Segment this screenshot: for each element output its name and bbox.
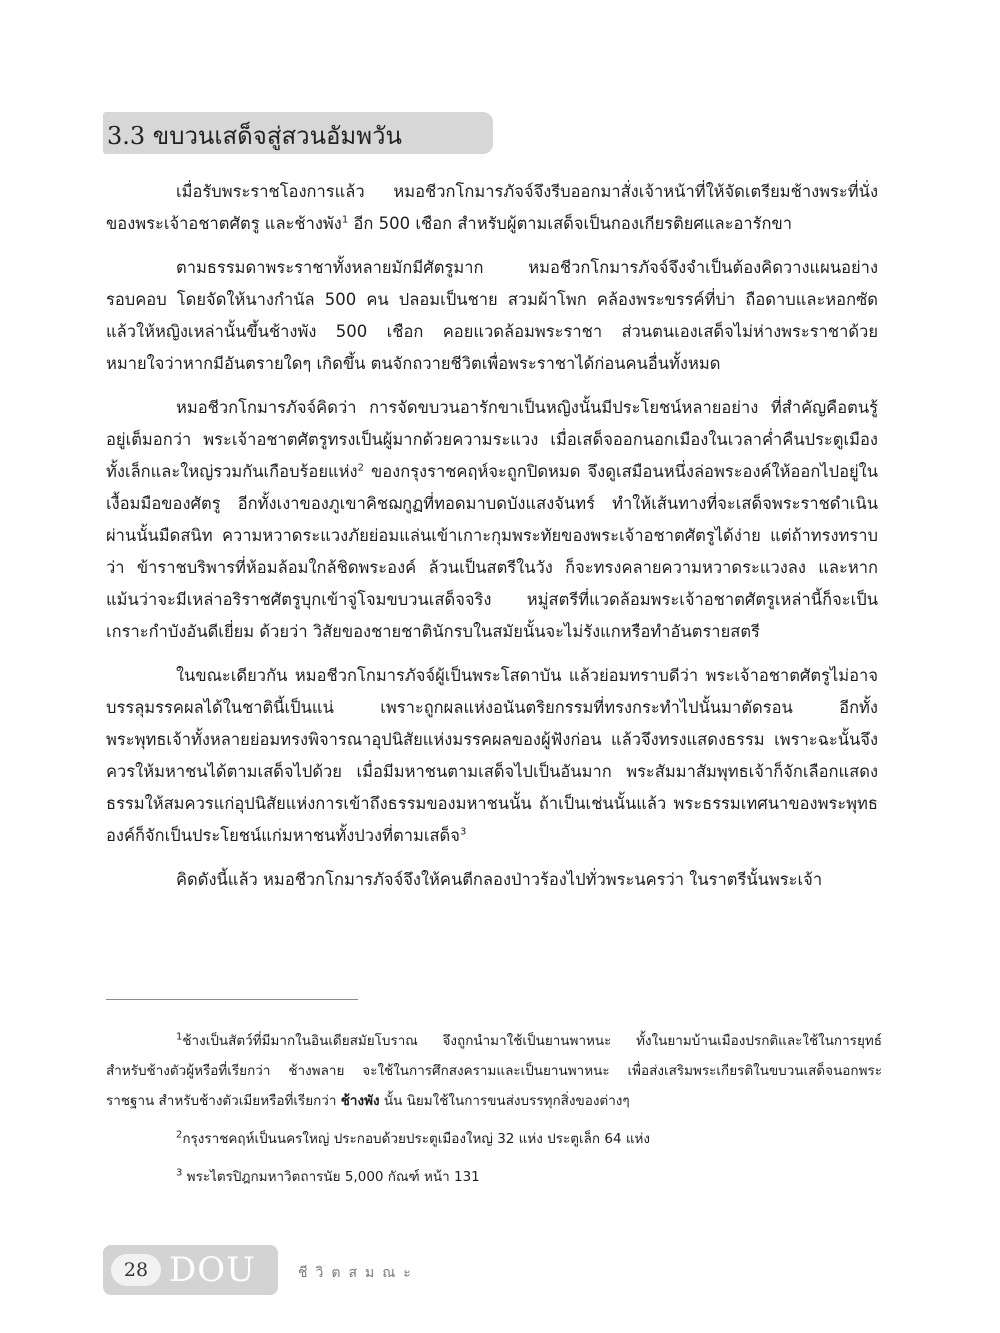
brand-logo: DOU	[169, 1250, 256, 1290]
footnote-3-text: พระไตรปิฎกมหาวิตถารนัย 5,000 กัณฑ์ หน้า 131	[182, 1169, 480, 1185]
body-text	[106, 176, 878, 908]
section-heading-text: 3.3 ขบวนเสด็จสู่สวนอัมพวัน	[107, 122, 402, 150]
footnote-ref-1: 1	[341, 214, 349, 226]
paragraph-2: ตามธรรมดาพระราชาทั้งหลายมักมีศัตรูมาก หมอชีวกโกมารภัจจ์จึงจำเป็นต้องคิดวางแผนอย่างรอบคอบ โดยจัดให้นางกำนัล 500 คน ปลอมเป็นชาย สวมผ้าโพก คล้องพระขรรค์ที่บ่า ถือดาบและหอกซัด แล้วให้หญิงเหล่านั้นขึ้นช้างพัง 500 เชือก คอยแวดล้อมพระราชา ส่วนตนเองเสด็จไม่ห่างพระราชาด้วยหมายใจว่าหากมีอันตรายใดๆ เกิดขึ้น ตนจักถวายชีวิตเพื่อพระราชาได้ก่อนคนอื่นทั้งหมด	[106, 258, 878, 373]
paragraph-4	[106, 660, 878, 852]
paragraph-1	[106, 176, 878, 240]
footnote-1-number: 1	[176, 1031, 183, 1043]
paragraph-5: คิดดังนี้แล้ว หมอชีวกโกมารภัจจ์จึงให้คนตีกลองป่าวร้องไปทั่วพระนครว่า ในราตรีนั้นพระเจ้า	[176, 870, 823, 889]
paragraph-3-text-a: หมอชีวกโกมารภัจจ์คิดว่า การจัดขบวนอารักขาเป็นหญิงนั้นมีประโยชน์หลายอย่าง ที่สำคัญคือตนรู้อยู่เต็มอกว่า พระเจ้าอชาตศัตรูทรงเป็นผู้มากด้วยความระแวง เมื่อเสด็จออกนอกเมืองในเวลาค่ำคืนประตูเมืองทั้งเล็กและใหญ่รวมกันเกือบร้อยแห่ง	[106, 398, 878, 481]
footnote-1-bold-term: ช้างพัง	[340, 1093, 380, 1109]
paragraph-3	[106, 392, 878, 648]
footnote-1-text-a: ช้างเป็นสัตว์ที่มีมากในอินเดียสมัยโบราณ จึงถูกนำมาใช้เป็นยานพาหนะ ทั้งในยามบ้านเมืองปรกติและใช้ในการยุทธ์ สำหรับช้างตัวผู้หรือที่เรียกว่า ช้างพลาย จะใช้ในการศึกสงครามและเป็นยานพาหนะ เพื่อส่งเสริมพระเกียรติในขบวนเสด็จนอกพระราชฐาน สำหรับช้างตัวเมียหรือที่เรียกว่า	[106, 1033, 882, 1109]
footer-badge	[103, 1245, 278, 1295]
section-heading	[103, 112, 493, 154]
paragraph-1-text-b: อีก 500 เชือก สำหรับผู้ตามเสด็จเป็นกองเกียรติยศและอารักขา	[348, 214, 793, 233]
footnote-3-number: 3	[176, 1167, 183, 1179]
paragraph-3-text-b: ของกรุงราชคฤห์จะถูกปิดหมด จึงดูเสมือนหนึ่งล่อพระองค์ให้ออกไปอยู่ในเงื้อมมือของศัตรู อีกทั้งเงาของภูเขาคิชฌกูฏที่ทอดมาบดบังแสงจันทร์ ทำให้เส้นทางที่จะเสด็จพระราชดำเนินผ่านนั้นมืดสนิท ความหวาดระแวงภัยย่อมแล่นเข้าเกาะกุมพระทัยของพระเจ้าอชาตศัตรูได้ง่าย แต่ถ้าทรงทราบว่า ข้าราชบริพารที่ห้อมล้อมใกล้ชิดพระองค์ ล้วนเป็นสตรีในวัง ก็จะทรงคลายความหวาดระแวงลง และหากแม้นว่าจะมีเหล่าอริราชศัตรูบุกเข้าจู่โจมขบวนเสด็จจริง หมู่สตรีที่แวดล้อมพระเจ้าอชาตศัตรูเหล่านี้ก็จะเป็นเกราะกำบังอันดีเยี่ยม ด้วยว่า วิสัยของชายชาตินักรบในสมัยนั้นจะไม่รังแกหรือทำอันตรายสตรี	[106, 462, 878, 641]
paragraph-4-text-a: ในขณะเดียวกัน หมอชีวกโกมารภัจจ์ผู้เป็นพระโสดาบัน แล้วย่อมทราบดีว่า พระเจ้าอชาตศัตรูไม่อาจบรรลุมรรคผลได้ในชาตินี้เป็นแน่ เพราะถูกผลแห่งอนันตริยกรรมที่ทรงกระทำไปนั้นมาตัดรอน อีกทั้งพระพุทธเจ้าทั้งหลายย่อมทรงพิจารณาอุปนิสัยแห่งมรรคผลของผู้ฟังก่อน แล้วจึงทรงแสดงธรรม เพราะฉะนั้นจึงควรให้มหาชนได้ตามเสด็จไปด้วย เมื่อมีมหาชนตามเสด็จไปเป็นอันมาก พระสัมมาสัมพุทธเจ้าก็จักเลือกแสดงธรรมให้สมควรแก่อุปนิสัยแห่งการเข้าถึงธรรมของมหาชนนั้น ถ้าเป็นเช่นนั้นแล้ว พระธรรมเทศนาของพระพุทธองค์ก็จักเป็นประโยชน์แก่มหาชนทั้งปวงที่ตามเสด็จ	[106, 666, 878, 845]
footnote-2-number: 2	[176, 1129, 183, 1141]
footnote-divider	[106, 999, 358, 1000]
page-number: 28	[111, 1254, 161, 1286]
paragraph-1-text-a: เมื่อรับพระราชโองการแล้ว หมอชีวกโกมารภัจจ์จึงรีบออกมาสั่งเจ้าหน้าที่ให้จัดเตรียมช้างพระที่นั่งของพระเจ้าอชาตศัตรู และช้างพัง	[106, 182, 878, 233]
book-title: ชีวิตสมณะ	[298, 1265, 419, 1281]
footnote-2	[106, 1124, 882, 1154]
footnote-1	[106, 1026, 882, 1116]
footnote-1-text-b: นั้น นิยมใช้ในการขนส่งบรรทุกสิ่งของต่างๆ	[379, 1093, 630, 1109]
footnote-ref-2: 2	[357, 462, 364, 474]
footnotes	[106, 1026, 882, 1200]
footnote-2-text: กรุงราชคฤห์เป็นนครใหญ่ ประกอบด้วยประตูเมืองใหญ่ 32 แห่ง ประตูเล็ก 64 แห่ง	[182, 1131, 651, 1147]
footnote-3	[106, 1162, 882, 1192]
footnote-ref-3: 3	[459, 826, 467, 838]
